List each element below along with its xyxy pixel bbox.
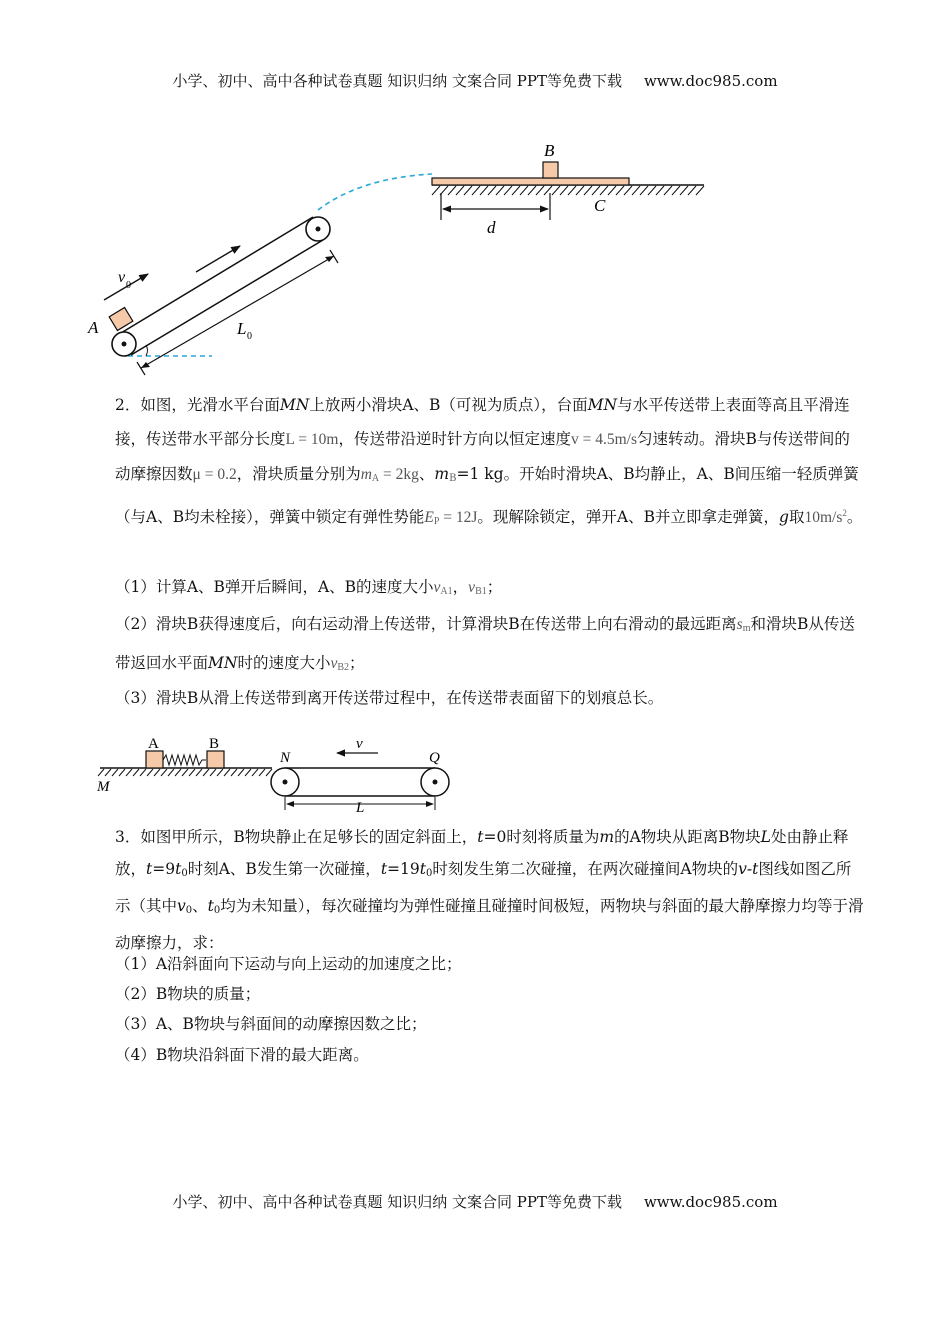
label-L0: L bbox=[237, 319, 247, 338]
trajectory-arc bbox=[318, 174, 432, 210]
figure-1-incline-conveyor bbox=[80, 138, 720, 378]
label-N: N bbox=[280, 750, 291, 766]
label-d: d bbox=[487, 218, 496, 237]
footer-url[interactable]: www.doc985.com bbox=[643, 1193, 778, 1211]
spring bbox=[163, 755, 206, 765]
page-header bbox=[0, 70, 950, 91]
problem-3-question-3: （3）A、B物块与斜面间的动摩擦因数之比； bbox=[115, 1015, 427, 1033]
header-url[interactable]: www.doc985.com bbox=[643, 72, 778, 90]
footer-text: 小学、初中、高中各种试卷真题 知识归纳 文案合同 PPT等免费下载 bbox=[172, 1193, 622, 1211]
page-footer bbox=[0, 1191, 950, 1212]
problem-2-question-3: （3）滑块B从滑上传送带到离开传送带过程中，在传送带表面留下的划痕总长。 bbox=[115, 689, 664, 707]
problem-2-question-1: （1）计算A、B弹开后瞬间，A、B的速度大小$v_{A1}$，$v_{B1}$； bbox=[115, 578, 503, 597]
label-A: A bbox=[88, 318, 99, 337]
label-v: v bbox=[356, 736, 363, 752]
header-text: 小学、初中、高中各种试卷真题 知识归纳 文案合同 PPT等免费下载 bbox=[172, 72, 622, 90]
block-A bbox=[146, 751, 163, 768]
problem-3-question-2: （2）B物块的质量； bbox=[115, 985, 261, 1003]
label-C: C bbox=[594, 196, 606, 215]
problem-3-statement: 3．如图甲所示，B物块静止在足够长的固定斜面上，t=0时刻将质量为m的A物块从距离B物块L处由静止释放，$t=9t_0$时刻A、B发生第一次碰撞，$t=19t_0$时刻发生第二次碰撞，在两次碰撞间A物块的v-t图线如图乙所示（其中$v_0$、$t_0$均为未知量），每次碰撞均为弹性碰撞且碰撞时间极短，两物块与斜面的最大静摩擦力均等于滑动摩擦力，求： bbox=[115, 828, 864, 952]
block-B bbox=[543, 162, 558, 178]
problem-2-question-2: （2）滑块B获得速度后，向右运动滑上传送带，计算滑块B在传送带上向右滑动的最远距离$s_m$和滑块B从传送带返回水平面MN时的速度大小$v_{B2}$； bbox=[115, 615, 855, 673]
problem-3-question-1: （1）A沿斜面向下运动与向上运动的加速度之比； bbox=[115, 955, 462, 973]
label-B: B bbox=[209, 736, 220, 752]
label-A: A bbox=[148, 736, 159, 752]
figure-2-spring-conveyor bbox=[90, 730, 460, 815]
problem-3-question-4: （4）B物块沿斜面下滑的最大距离。 bbox=[115, 1046, 369, 1064]
problem-2-statement: 2．如图，光滑水平台面MN上放两小滑块A、B（可视为质点），台面MN与水平传送带上表面等高且平滑连接，传送带水平部分长度L = 10m，传送带沿逆时针方向以恒定速度v = 4.5m/s匀速转动。滑块B与传送带间的动摩擦因数μ = 0.2，滑块质量分别为$m_A = 2kg$、$m_B=1$ kg。开始时滑块A、B均静止，A、B间压缩一轻质弹簧（与A、B均未栓接），弹簧中锁定有弹性势能$E_P = 12J$。现解除锁定，弹开A、B并立即拿走弹簧，g取$10m/s^2$。 bbox=[115, 396, 863, 527]
label-v0: v bbox=[118, 269, 126, 286]
block-A bbox=[109, 308, 133, 331]
block-B bbox=[207, 751, 224, 768]
board-C bbox=[432, 178, 629, 185]
label-L: L bbox=[356, 800, 365, 815]
label-M: M bbox=[97, 779, 110, 795]
label-v0-sub: 0 bbox=[126, 280, 131, 291]
label-L0-sub: 0 bbox=[247, 331, 252, 342]
label-B: B bbox=[544, 141, 555, 160]
label-Q: Q bbox=[429, 750, 440, 766]
